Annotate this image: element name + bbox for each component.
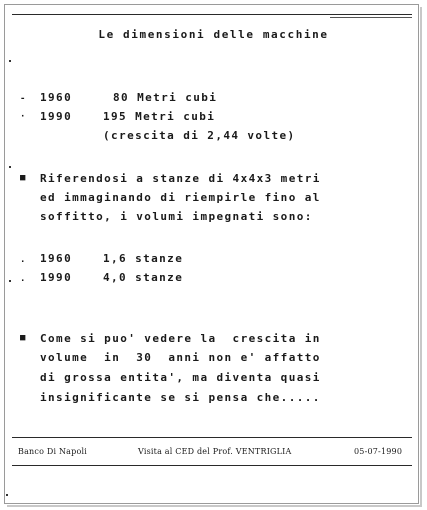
footer-bottom-rule — [12, 465, 412, 466]
room-year: 1960 — [40, 252, 73, 265]
scan-speck — [6, 494, 8, 496]
scan-speck — [9, 280, 11, 282]
bullet-marker: · — [20, 112, 26, 122]
paragraph-line: Come si puo' vedere la crescita in — [40, 332, 321, 345]
paragraph-line: Riferendosi a stanze di 4x4x3 metri — [40, 172, 321, 185]
bullet-marker: . — [20, 255, 26, 265]
scan-speck — [9, 166, 11, 168]
paragraph-line: volume in 30 anni non e' affatto — [40, 351, 321, 364]
bullet-marker: - — [20, 94, 26, 104]
top-rule-short — [330, 17, 412, 18]
paragraph-line: soffitto, i volumi impegnati sono: — [40, 210, 313, 223]
footer-left: Banco Di Napoli — [18, 447, 87, 456]
scan-speck — [9, 60, 11, 62]
bullet-marker: ■ — [20, 173, 26, 183]
item-year: 1960 — [40, 91, 73, 104]
item-year: 1990 — [40, 110, 73, 123]
room-year: 1990 — [40, 271, 73, 284]
paragraph-line: di grossa entita', ma diventa quasi — [40, 371, 321, 384]
footer-right: 05-07-1990 — [354, 447, 403, 456]
page-title: Le dimensioni delle macchine — [98, 28, 329, 41]
bullet-marker: . — [20, 274, 26, 284]
item-value: 195 Metri cubi — [103, 110, 216, 123]
top-rule — [12, 14, 412, 15]
paragraph-line: ed immaginando di riempirle fino al — [40, 191, 321, 204]
item-value: 80 Metri cubi — [113, 91, 218, 104]
growth-note: (crescita di 2,44 volte) — [103, 129, 296, 142]
room-value: 4,0 stanze — [103, 271, 184, 284]
footer-center: Visita al CED del Prof. VENTRIGLIA — [138, 447, 292, 456]
bullet-marker: ■ — [20, 333, 26, 343]
paragraph-line: insignificante se si pensa che..... — [40, 391, 321, 404]
room-value: 1,6 stanze — [103, 252, 184, 265]
footer-top-rule — [12, 437, 412, 438]
